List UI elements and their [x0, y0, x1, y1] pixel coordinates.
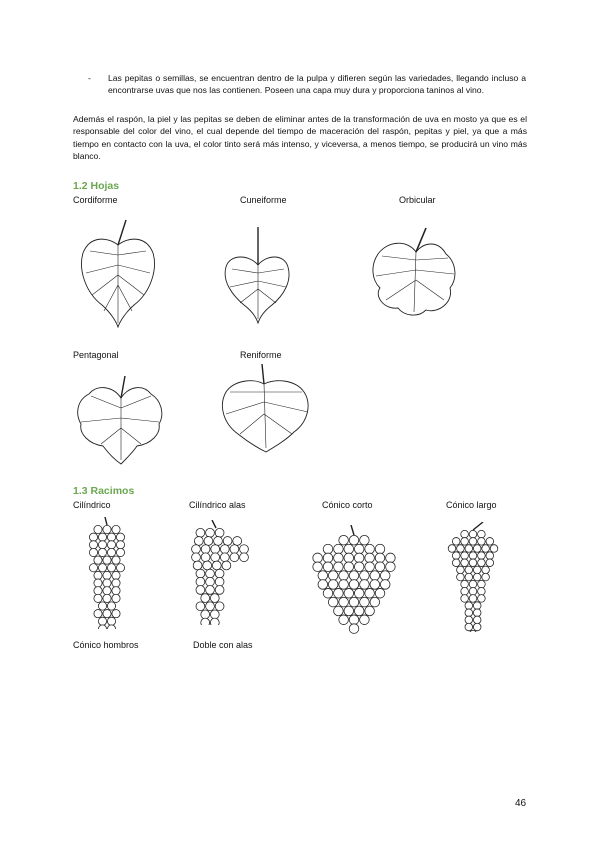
grape-berry — [240, 553, 249, 562]
grape-berry — [103, 610, 111, 618]
grape-berry — [201, 594, 210, 603]
grape-berry — [482, 573, 490, 581]
grape-berry — [478, 559, 486, 567]
grape-berry — [354, 606, 364, 616]
grape-berry — [94, 579, 102, 587]
grape-berry — [490, 545, 498, 553]
page-number: 46 — [515, 798, 527, 809]
grape-berry — [386, 553, 396, 563]
grape-berry — [89, 541, 97, 549]
grape-berry — [206, 602, 215, 611]
grape-berry — [192, 545, 201, 554]
grape-berry — [478, 538, 486, 546]
grape-berry — [452, 559, 460, 567]
conico-largo-cluster-image — [443, 522, 505, 632]
grape-berry — [210, 618, 219, 625]
grape-berry — [452, 552, 460, 560]
grape-berry — [465, 602, 473, 610]
grape-berry — [344, 562, 354, 572]
leaf-label-cordiforme: Cordiforme — [73, 195, 118, 205]
grape-berry — [478, 530, 486, 538]
cluster-stem — [105, 517, 107, 525]
cilindrico-cluster-image — [85, 517, 135, 629]
grape-berry — [349, 580, 359, 590]
grape-berry — [328, 597, 338, 607]
grape-berry — [469, 552, 477, 560]
grape-berry — [469, 559, 477, 567]
grape-berry — [194, 537, 203, 546]
grape-berry — [465, 623, 473, 631]
grape-berry — [222, 561, 231, 570]
grape-berry — [469, 595, 477, 603]
grape-berry — [339, 571, 349, 581]
leaf-label-reniforme: Reniforme — [240, 350, 282, 360]
grape-berry — [94, 594, 102, 602]
cluster-label-cilindrico: Cilíndrico — [73, 500, 111, 510]
grape-berry — [89, 533, 97, 541]
grape-berry — [98, 541, 106, 549]
grape-berry — [201, 553, 210, 562]
grape-berry — [465, 609, 473, 617]
reniforme-leaf-image — [220, 362, 312, 454]
section-heading-racimos: 1.3 Racimos — [73, 485, 135, 497]
grape-berry — [192, 553, 201, 562]
grape-berry — [215, 586, 224, 595]
grape-berry — [465, 573, 473, 581]
grape-berry — [457, 566, 465, 574]
grape-berry — [201, 618, 210, 625]
grape-berry — [339, 535, 349, 545]
grape-berry — [89, 564, 97, 572]
grape-berry — [478, 580, 486, 588]
grape-berry — [473, 616, 481, 624]
grape-berry — [339, 580, 349, 590]
grape-berry — [344, 553, 354, 563]
grape-berry — [215, 528, 224, 537]
grape-berry — [112, 587, 120, 595]
grape-berry — [201, 610, 210, 619]
grape-berry — [323, 544, 333, 554]
grape-berry — [206, 569, 215, 578]
grape-berry — [215, 577, 224, 586]
grape-berry — [365, 606, 375, 616]
grape-berry — [457, 545, 465, 553]
grape-berry — [473, 566, 481, 574]
grape-berry — [107, 541, 115, 549]
grape-berry — [112, 556, 120, 564]
grape-berry — [196, 586, 205, 595]
conico-corto-cluster-image — [311, 525, 397, 637]
grape-berry — [461, 530, 469, 538]
grape-berry — [349, 615, 359, 625]
grape-berry — [206, 577, 215, 586]
grape-berry — [360, 580, 370, 590]
grape-berry — [461, 580, 469, 588]
cluster-label-cilindrico-alas: Cilíndrico alas — [189, 500, 246, 510]
grape-berry — [196, 577, 205, 586]
cluster-label-conico-largo: Cónico largo — [446, 500, 497, 510]
grape-berry — [375, 562, 385, 572]
grape-berry — [196, 528, 205, 537]
grape-berry — [201, 545, 210, 554]
grape-berry — [103, 556, 111, 564]
grape-berry — [107, 533, 115, 541]
grape-berry — [465, 545, 473, 553]
grape-berry — [365, 588, 375, 598]
grape-berry — [116, 564, 124, 572]
grape-berry — [211, 553, 220, 562]
grape-berry — [452, 538, 460, 546]
grape-berry — [323, 588, 333, 598]
grape-berry — [107, 602, 115, 610]
grape-berry — [98, 617, 106, 625]
grape-berry — [375, 553, 385, 563]
grape-berry — [473, 545, 481, 553]
grape-berry — [360, 615, 370, 625]
grape-berry — [469, 530, 477, 538]
grape-berry — [478, 588, 486, 596]
grape-berry — [469, 588, 477, 596]
grape-berry — [116, 541, 124, 549]
cluster-stem — [351, 525, 354, 535]
grape-berry — [461, 538, 469, 546]
orbicular-leaf-image — [368, 224, 458, 320]
grape-berry — [349, 597, 359, 607]
grape-berry — [354, 544, 364, 554]
cluster-label-conico-corto: Cónico corto — [322, 500, 373, 510]
grape-berry — [486, 559, 494, 567]
grape-berry — [233, 537, 242, 546]
leaf-label-orbicular: Orbicular — [399, 195, 436, 205]
grape-berry — [193, 561, 202, 570]
grape-berry — [220, 553, 229, 562]
grape-berry — [94, 525, 102, 533]
grape-berry — [220, 545, 229, 554]
grape-berry — [461, 559, 469, 567]
grape-berry — [215, 569, 224, 578]
cluster-stem — [212, 520, 216, 528]
grape-berry — [206, 528, 215, 537]
grape-berry — [461, 595, 469, 603]
section-heading-hojas: 1.2 Hojas — [73, 180, 120, 192]
grape-berry — [448, 545, 456, 553]
grape-berry — [103, 525, 111, 533]
body-paragraph: Además el raspón, la piel y las pepitas se deben de eliminar antes de la transformación de uva en mosto ya que es el responsable del color del vino, el cual depende del tiempo de maceración del raspón, pepitas y piel, ya que a más tiempo en contacto con la uva, el color tinto será más intenso, y viceversa, a menos tiempo, se producirá un vino más blanco. — [73, 114, 527, 162]
grape-berry — [360, 571, 370, 581]
leaf-label-cuneiforme: Cuneiforme — [240, 195, 287, 205]
grape-berry — [344, 606, 354, 616]
grape-berry — [204, 537, 213, 546]
grape-berry — [94, 571, 102, 579]
grape-berry — [98, 548, 106, 556]
grape-berry — [334, 553, 344, 563]
cilindrico-alas-cluster-image — [186, 520, 252, 625]
grape-berry — [354, 553, 364, 563]
grape-berry — [370, 597, 380, 607]
grape-berry — [473, 602, 481, 610]
grape-berry — [240, 545, 249, 554]
grape-berry — [323, 562, 333, 572]
grape-berry — [360, 597, 370, 607]
grape-berry — [107, 564, 115, 572]
grape-berry — [103, 594, 111, 602]
grape-berry — [380, 580, 390, 590]
grape-berry — [116, 533, 124, 541]
grape-berry — [107, 548, 115, 556]
grape-berry — [334, 606, 344, 616]
grape-berry — [112, 525, 120, 533]
grape-berry — [473, 609, 481, 617]
grape-berry — [461, 588, 469, 596]
grape-berry — [103, 587, 111, 595]
grape-berry — [465, 566, 473, 574]
grape-berry — [380, 571, 390, 581]
pentagonal-leaf-image — [75, 372, 165, 466]
grape-berry — [339, 615, 349, 625]
grape-berry — [375, 544, 385, 554]
grape-berry — [465, 616, 473, 624]
grape-berry — [94, 610, 102, 618]
cuneiforme-leaf-image — [222, 225, 292, 325]
grape-berry — [365, 553, 375, 563]
grape-berry — [89, 548, 97, 556]
grape-berry — [313, 562, 323, 572]
grape-berry — [365, 562, 375, 572]
grape-berry — [334, 562, 344, 572]
grape-berry — [203, 561, 212, 570]
grape-berry — [354, 562, 364, 572]
grape-berry — [349, 571, 359, 581]
grape-berry — [107, 617, 115, 625]
leaf-label-pentagonal: Pentagonal — [73, 350, 119, 360]
grape-berry — [210, 610, 219, 619]
grape-berry — [386, 562, 396, 572]
grape-berry — [370, 580, 380, 590]
grape-berry — [230, 553, 239, 562]
grape-berry — [478, 595, 486, 603]
grape-berry — [360, 535, 370, 545]
grape-berry — [116, 548, 124, 556]
grape-berry — [370, 571, 380, 581]
grape-berry — [212, 561, 221, 570]
grape-berry — [112, 579, 120, 587]
cordiforme-leaf-image — [78, 215, 158, 330]
cluster-label-conico-hombros: Cónico hombros — [73, 640, 139, 650]
grape-berry — [482, 545, 490, 553]
grape-berry — [215, 602, 224, 611]
grape-berry — [98, 602, 106, 610]
grape-berry — [486, 552, 494, 560]
grape-berry — [206, 586, 215, 595]
grape-berry — [98, 625, 106, 629]
grape-berry — [461, 552, 469, 560]
grape-berry — [323, 553, 333, 563]
grape-berry — [334, 544, 344, 554]
grape-berry — [210, 594, 219, 603]
grape-berry — [339, 597, 349, 607]
grape-berry — [313, 553, 323, 563]
grape-berry — [354, 588, 364, 598]
grape-berry — [214, 537, 223, 546]
grape-berry — [349, 624, 359, 634]
grape-berry — [349, 535, 359, 545]
grape-berry — [211, 545, 220, 554]
grape-berry — [469, 538, 477, 546]
grape-berry — [196, 569, 205, 578]
grape-berry — [365, 544, 375, 554]
grape-berry — [107, 625, 115, 629]
grape-berry — [94, 587, 102, 595]
grape-berry — [94, 556, 102, 564]
grape-berry — [328, 580, 338, 590]
grape-berry — [486, 538, 494, 546]
grape-berry — [230, 545, 239, 554]
grape-berry — [473, 623, 481, 631]
cluster-stem — [473, 522, 483, 530]
grape-berry — [98, 564, 106, 572]
grape-berry — [112, 594, 120, 602]
grape-berry — [112, 571, 120, 579]
grape-berry — [473, 573, 481, 581]
bullet-marker: - — [88, 73, 91, 83]
grape-berry — [344, 588, 354, 598]
grape-berry — [469, 580, 477, 588]
grape-berry — [328, 571, 338, 581]
grape-berry — [344, 544, 354, 554]
grape-berry — [98, 533, 106, 541]
grape-berry — [103, 579, 111, 587]
grape-berry — [478, 552, 486, 560]
grape-berry — [196, 602, 205, 611]
grape-berry — [103, 571, 111, 579]
grape-berry — [375, 588, 385, 598]
grape-berry — [334, 588, 344, 598]
bullet-text: Las pepitas o semillas, se encuentran dentro de la pulpa y difieren según las variedades, llegando incluso a encontrarse uvas que nos las contienen. Poseen una capa muy dura y proporciona taninos al vino. — [108, 73, 526, 96]
cluster-label-doble-con-alas: Doble con alas — [193, 640, 253, 650]
grape-berry — [457, 573, 465, 581]
grape-berry — [318, 580, 328, 590]
grape-berry — [318, 571, 328, 581]
grape-berry — [223, 537, 232, 546]
grape-berry — [482, 566, 490, 574]
grape-berry — [112, 610, 120, 618]
